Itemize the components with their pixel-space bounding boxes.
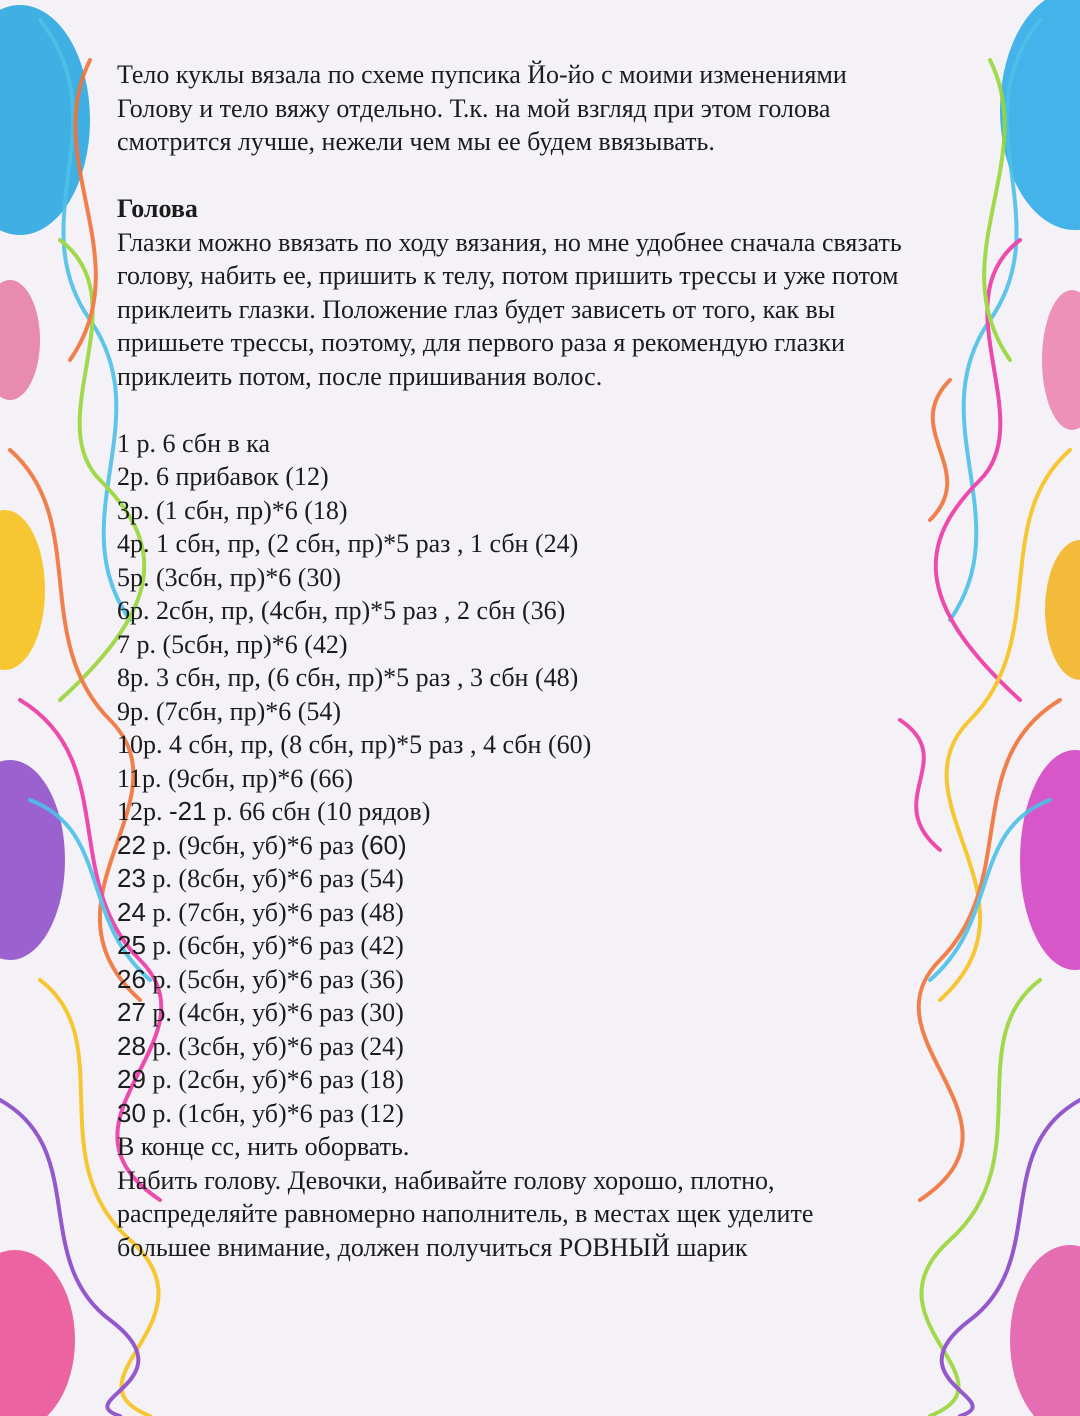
intro-line: смотрится лучше, нежели чем мы ее будем ввязывать. bbox=[117, 127, 715, 156]
section-heading: Голова bbox=[117, 194, 198, 223]
pattern-row bbox=[117, 1030, 1017, 1064]
intro-line: Голову и тело вяжу отдельно. Т.к. на мой взгляд при этом голова bbox=[117, 93, 831, 123]
row-number: -21 bbox=[169, 796, 207, 826]
row-text: р. (2сбн, уб)*6 раз (18) bbox=[145, 1065, 404, 1094]
row-text: р. (3сбн, уб)*6 раз (24) bbox=[145, 1031, 404, 1061]
ending-line: большее внимание, должен получиться РОВНЫЙ шарик bbox=[117, 1232, 748, 1262]
row-number: 22 bbox=[117, 829, 146, 860]
pattern-document bbox=[117, 58, 1017, 1264]
row-text: р. (4сбн, уб)*6 раз (30) bbox=[145, 998, 404, 1027]
pattern-row bbox=[117, 1063, 1017, 1097]
pattern-row: 8р. 3 сбн, пр, (6 сбн, пр)*5 раз , 3 сбн (48) bbox=[117, 663, 579, 692]
row-text: р. 66 сбн (10 рядов) bbox=[206, 797, 431, 826]
pattern-row: 1 р. 6 сбн в ка bbox=[117, 428, 271, 458]
row-text: р. (5сбн, уб)*6 раз (36) bbox=[145, 964, 404, 994]
pattern-row bbox=[117, 963, 1017, 997]
pattern-row bbox=[117, 896, 1017, 930]
pattern-row: 6р. 2сбн, пр, (4сбн, пр)*5 раз , 2 сбн (36) bbox=[117, 596, 566, 625]
row-prefix: 12р. bbox=[117, 797, 169, 826]
row-count: (60) bbox=[360, 829, 407, 860]
row-text: р. (9сбн, уб)*6 раз bbox=[145, 830, 361, 860]
row-number: 23 bbox=[117, 863, 146, 893]
pattern-row: 9р. (7сбн, пр)*6 (54) bbox=[117, 696, 342, 726]
row-number: 26 bbox=[117, 963, 146, 994]
ending-line: распределяйте равномерно наполнитель, в местах щек уделите bbox=[117, 1199, 814, 1228]
pattern-row: 2р. 6 прибавок (12) bbox=[117, 462, 329, 491]
row-text: р. (1сбн, уб)*6 раз (12) bbox=[145, 1098, 404, 1128]
pattern-row: 7 р. (5сбн, пр)*6 (42) bbox=[117, 629, 348, 659]
row-text: р. (8сбн, уб)*6 раз (54) bbox=[145, 864, 404, 893]
row-text: р. (7сбн, уб)*6 раз (48) bbox=[145, 897, 404, 927]
ending-line: Набить голову. Девочки, набивайте голову хорошо, плотно, bbox=[117, 1165, 775, 1195]
row-text: р. (6сбн, уб)*6 раз (42) bbox=[145, 931, 404, 960]
row-number: 30 bbox=[117, 1097, 146, 1128]
pattern-row bbox=[117, 795, 1017, 829]
note-line: Глазки можно ввязать по ходу вязания, но мне удобнее сначала связать bbox=[117, 227, 902, 257]
pattern-row: 11р. (9сбн, пр)*6 (66) bbox=[117, 763, 354, 793]
intro-line: Тело куклы вязала по схеме пупсика Йо-йо с моими изменениями bbox=[117, 60, 847, 89]
ending-line: В конце сс, нить оборвать. bbox=[117, 1132, 410, 1161]
note-line: приклеить потом, после пришивания волос. bbox=[117, 361, 603, 391]
row-number: 29 bbox=[117, 1064, 146, 1094]
note-line: приклеить глазки. Положение глаз будет зависеть от того, как вы bbox=[117, 294, 836, 324]
row-number: 27 bbox=[117, 997, 146, 1027]
pattern-row bbox=[117, 1097, 1017, 1131]
pattern-row: 4р. 1 сбн, пр, (2 сбн, пр)*5 раз , 1 сбн (24) bbox=[117, 529, 579, 558]
pattern-row bbox=[117, 829, 1017, 863]
pattern-row bbox=[117, 996, 1017, 1030]
pattern-row: 10р. 4 сбн, пр, (8 сбн, пр)*5 раз , 4 сбн (60) bbox=[117, 730, 592, 759]
note-line: голову, набить ее, пришить к телу, потом пришить трессы и уже потом bbox=[117, 261, 899, 290]
row-number: 25 bbox=[117, 930, 146, 960]
pattern-row bbox=[117, 929, 1017, 963]
pattern-row: 5р. (3сбн, пр)*6 (30) bbox=[117, 562, 342, 592]
pattern-row bbox=[117, 862, 1017, 896]
row-number: 24 bbox=[117, 896, 146, 927]
pattern-row: 3р. (1 сбн, пр)*6 (18) bbox=[117, 495, 348, 525]
note-line: пришьете трессы, поэтому, для первого раза я рекомендую глазки bbox=[117, 328, 845, 357]
row-number: 28 bbox=[117, 1030, 146, 1061]
